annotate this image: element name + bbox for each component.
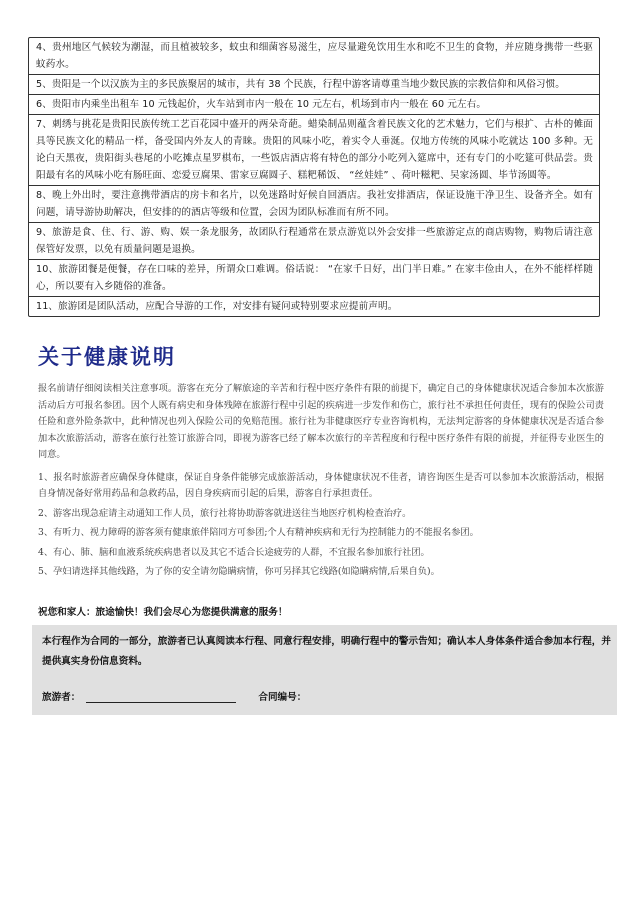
health-item-1: 1、报名时旅游者应确保身体健康，保证自身条件能够完成旅游活动，身体健康状况不佳者，请咨询医生是否可以参加本次旅游活动，根据自身情况备好常用药品和急救药品，因自身疾病而引起的后果，游客自行承担责任。 xyxy=(38,471,604,499)
agreement-text: 本行程作为合同的一部分，旅游者已认真阅读本行程、同意行程安排，明确行程中的警示告知；确认本人身体条件适合参加本行程，并提供真实身份信息资料。 xyxy=(42,636,611,667)
note-item-9: 9、旅游是食、住、行、游、购、娱一条龙服务，故团队行程通常在景点游览以外会安排一些旅游定点的商店购物，购物后请注意保管好发票，以免有质量问题是退换。 xyxy=(29,223,599,260)
health-item-4: 4、有心、肺、脑和血液系统疾病患者以及其它不适合长途疲劳的人群，不宜报名参加旅行社团。 xyxy=(38,546,430,558)
note-item-10: 10、旅游团餐是便餐，存在口味的差异，所谓众口难调。俗话说： “在家千日好，出门半日难。” 在家丰俭由人，在外不能样样随心，所以要有入乡随俗的准备。 xyxy=(29,260,599,297)
health-item-3: 3、有听力、视力障碍的游客须有健康旅伴陪同方可参团;个人有精神疾病和无行为控制能力的不能报名参团。 xyxy=(38,527,479,538)
tourist-signature-line[interactable] xyxy=(86,690,236,703)
health-section xyxy=(38,381,604,584)
tourist-label: 旅游者： xyxy=(42,692,81,703)
signature-row xyxy=(42,689,306,703)
health-intro: 报名前请仔细阅读相关注意事项。游客在充分了解旅途的辛苦和行程中医疗条件有限的前提下，确定自己的身体健康状况适合参加本次旅游活动后方可报名参团。因个人既有病史和身体残障在旅游行程中引起的疾病进一步发作和伤亡，旅行社不承担任何责任，现有的保险公司责任险和意外险条款中，此种情况也列入保险公司的免赔范围。旅行社为非健康医疗专业咨询机构，无法判定游客的身体健康状况是否适合参加本次旅游活动，游客在旅行社签订旅游合同，即视为游客已经了解本次旅行的辛苦程度和行程中医疗条件有限的前提，并征得专业医生的同意。 xyxy=(38,383,604,460)
travel-notes-box xyxy=(28,37,600,317)
agreement-box xyxy=(32,625,617,715)
note-item-5: 5、贵阳是一个以汉族为主的多民族聚居的城市，共有 38 个民族，行程中游客请尊重当地少数民族的宗教信仰和风俗习惯。 xyxy=(29,75,599,95)
note-item-8: 8、晚上外出时，要注意携带酒店的房卡和名片，以免迷路时好候自回酒店。我社安排酒店，保证设施干净卫生、设备齐全。如有问题，请导游协助解决，但安排的的酒店等级和位置，会因为团队标准而有所不同。 xyxy=(29,186,599,223)
health-item-2: 2、游客出现急症请主动通知工作人员，旅行社将协助游客就进送往当地医疗机构检查治疗。 xyxy=(38,507,412,519)
note-item-11: 11、旅游团是团队活动，应配合导游的工作，对安排有疑问或特别要求应提前声明。 xyxy=(36,301,398,312)
note-item-4: 4、贵州地区气候较为潮湿，而且植被较多，蚊虫和细菌容易滋生，应尽量避免饮用生水和吃不卫生的食物，并应随身携带一些驱蚊药水。 xyxy=(29,38,599,75)
note-item-6: 6、贵阳市内乘坐出租车 10 元钱起价，火车站到市内一般在 10 元左右，机场到市内一般在 60 元左右。 xyxy=(29,95,599,115)
contract-number-label: 合同编号： xyxy=(258,692,307,703)
health-section-title: 关于健康说明 xyxy=(38,345,176,369)
closing-wish: 祝您和家人：旅途愉快！我们会尽心为您提供满意的服务！ xyxy=(38,607,288,618)
note-item-7: 7、刺绣与挑花是贵阳民族传统工艺百花园中盛开的两朵奇葩。蜡染制品则蕴含着民族文化的艺术魅力，它们与根扩、古朴的傩面具等民族文化的精品一样，备受国内外友人的青睐。贵阳的风味小吃，着实令人垂涎。仅地方传统的风味小吃就达 100 多种。无论白天黑夜，贵阳街头巷尾的小吃摊点星罗棋布，一些饭店酒店将有特色的部分小吃列入筵席中，还有专门的小吃筵可供品尝。贵阳最有名的风味小吃有肠旺面、恋爱豆腐果、雷家豆腐圆子、糕粑稀饭、 “丝娃娃” 、荷叶糍粑、吴家汤圆、毕节汤圆等。 xyxy=(29,115,599,186)
health-item-5: 5、孕妇请选择其他线路，为了你的安全请勿隐瞒病情，你可另择其它线路(如隐瞒病情,后果自负)。 xyxy=(38,566,440,577)
